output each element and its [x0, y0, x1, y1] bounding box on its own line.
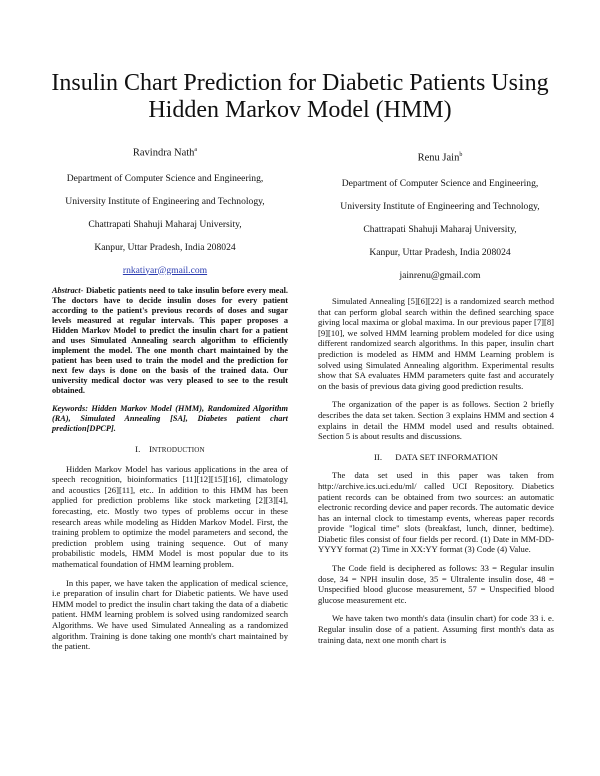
- author-superscript: b: [459, 152, 463, 158]
- section-initial: I: [149, 444, 153, 454]
- author-email: jainrenu@gmail.com: [399, 269, 481, 281]
- paper-title: Insulin Chart Prediction for Diabetic Patients Using Hidden Markov Model (HMM): [51, 70, 549, 123]
- author-block-1: [50, 143, 280, 282]
- left-column: [52, 286, 288, 660]
- keywords: Keywords: Hidden Markov Model (HMM), Randomized Algorithm (RA), Simulated Annealing [SA], Diabetes patient chart prediction[DPCP].: [52, 404, 288, 433]
- abstract-text: Diabetic patients need to take insulin before every meal. The doctors have to decide insulin doses for every patient according to the patient's previous records of doses and sugar levels measured at regular intervals. This paper proposes a Hidden Markov Model to predict the insulin chart for a patient and uses Simulated Annealing search algorithm to efficiently implement the model. The one month chart maintained by the patient has been used to train the model and the prediction for next few days is done on the basis of the trained data. Our university medical doctor was very pleased to see to the result obtained.: [52, 286, 288, 395]
- author-name: [50, 143, 280, 161]
- author-name-text: Renu Jain: [417, 152, 460, 164]
- author-university: Chattrapati Shahuji Maharaj University,: [363, 223, 517, 235]
- abstract-label: Abstract-: [52, 286, 84, 295]
- author-address: Kanpur, Uttar Pradesh, India 208024: [94, 241, 236, 253]
- author-superscript: a: [194, 147, 198, 153]
- author-name-text: Ravindra Nath: [132, 147, 195, 159]
- paragraph: Hidden Markov Model has various applications in the area of speech recognition, bioinformatics [11][12][15][16], climatology and acoustics [26][11], etc.. In addition to this HMM has been applied for prediction problems like stock marketing [2][3][4], forecasting, etc. Mostly two types of problems occur in these research areas while modeling as Hidden Markov Model. First, the training problem to optimize the model parameters and second, the prediction problem using training sequence. Out of many probabilistic models, HMM Model is most popular due to its mathematical foundation of HMM learning problem.: [52, 463, 288, 569]
- abstract: [52, 286, 288, 396]
- paragraph: We have taken two month's data (insulin chart) for code 33 i. e. Regular insulin dose of a patient. Assuming first month's data as training data, next one month chart is: [318, 613, 554, 645]
- section-title-rest: NTRODUCTION: [152, 446, 205, 454]
- paragraph: In this paper, we have taken the application of medical science, i.e preparation of insulin chart for Diabetic patients. We have used HMM model to predict the insulin chart taking the data of a diabetic patient. HMM learning problem is solved using randomized search Algorithms. We have used Simulated Annealing as a randomized algorithm. Training is done taking one month's chart maintained by the patient.: [52, 577, 288, 652]
- author-address: Kanpur, Uttar Pradesh, India 208024: [369, 246, 511, 258]
- author-email-link[interactable]: rnkatiyar@gmail.com: [122, 264, 208, 276]
- author-department: Department of Computer Science and Engineering,: [66, 172, 264, 184]
- paragraph: The organization of the paper is as follows. Section 2 briefly describes the data set taken. Section 3 explains HMM and section 4 explains in detail the HMM model used and results obtained. Section 5 is about results and discussions.: [318, 399, 554, 442]
- paragraph: Simulated Annealing [5][6][22] is a randomized search method that can perform global search within the defined searching space giving local maxima or global maxima. In our previous paper [7][8][9][10], we solved HMM learning problem modeled for dice using different randomized search algorithms. In this paper, insulin chart prediction is modeled as HMM and HMM Learning problem is solved using Simulated Annealing algorithm. Experimental results show that SA evaluates HMM parameters quite fast and accurately on the basis of previous data giving good prediction results.: [318, 296, 554, 391]
- right-column: [318, 296, 554, 653]
- section-number: I.: [135, 444, 141, 454]
- author-name: [322, 148, 558, 166]
- paragraph: The Code field is deciphered as follows: 33 = Regular insulin dose, 34 = NPH insulin dose, 35 = Ultralente insulin dose, 48 = Unspecified blood glucose measurement, 57 = Unspecified blood glucose measurement etc.: [318, 563, 554, 605]
- author-university: Chattrapati Shahuji Maharaj University,: [88, 218, 242, 230]
- author-institute: University Institute of Engineering and Technology,: [340, 200, 540, 212]
- author-institute: University Institute of Engineering and Technology,: [65, 195, 265, 207]
- section-heading-introduction: [52, 444, 288, 456]
- author-block-2: [322, 148, 558, 287]
- author-department: Department of Computer Science and Engineering,: [341, 177, 539, 189]
- paragraph: The data set used in this paper was taken from http://archive.ics.uci.edu/ml/ called UCI Repository. Diabetics patient records can be obtained from two sources: an automatic electronic recording device and paper records. The automatic device has an internal clock to timestamp events, whereas paper records provide "logical time" slots (breakfast, lunch, dinner, bedtime). Diabetic files consist of four fields per record. (1) Date in MM-DD-YYYY format (2) Time in XX:YY format (3) Code (4) Value.: [318, 470, 554, 555]
- section-heading-data-set: II. DATA SET INFORMATION: [373, 451, 498, 462]
